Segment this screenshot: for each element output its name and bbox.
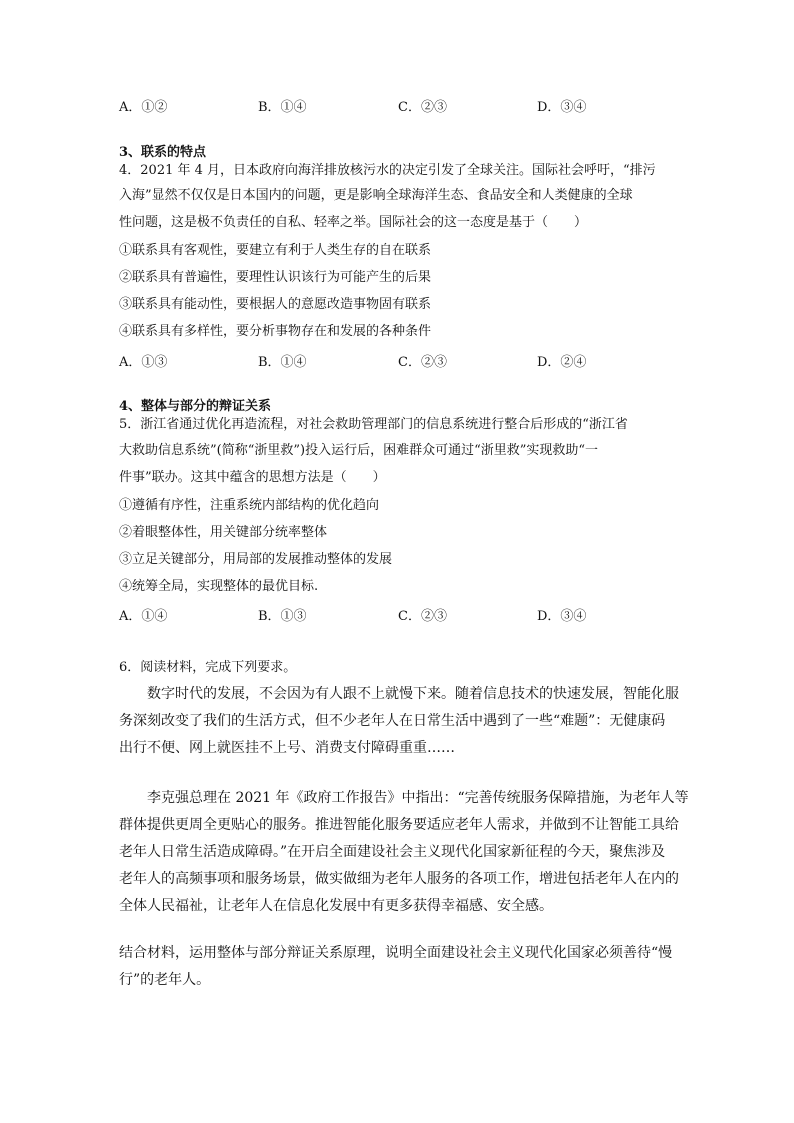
q6-material-line: 数字时代的发展，不会因为有人跟不上就慢下来。随着信息技术的快速发展，智能化服 [119,686,679,702]
q2-option-c[interactable]: C．②③ [398,100,447,115]
q5-stem-line: 大救助信息系统”(简称“浙里救”)投入运行后，困难群众可通过“浙里救”实现救助“一 [119,443,599,458]
q6-question-line: 行”的老年人。 [119,972,211,988]
q4-option-c[interactable]: C．②③ [398,355,447,370]
q5-statement: ③立足关键部分，用局部的发展推动整体的发展 [119,552,393,567]
q4-option-d[interactable]: D．②④ [537,355,587,370]
q2-option-d[interactable]: D．③④ [537,100,587,115]
q4-stem-line: 入海”显然不仅仅是日本国内的问题，更是影响全球海洋生态、食品安全和人类健康的全球 [119,188,633,203]
section3-heading: 3、联系的特点 [119,145,207,160]
q5-option-b[interactable]: B．①③ [258,609,307,624]
q5-statement: ①遵循有序性，注重系统内部结构的优化趋向 [119,498,380,513]
q6-material-line: 老年人日常生活造成障碍。”在开启全面建设社会主义现代化国家新征程的今天，聚焦涉及 [119,844,666,860]
q4-option-a[interactable]: A．①③ [119,355,168,370]
q2-options [119,96,684,114]
q6-material-line: 老年人的高频事项和服务场景，做实做细为老年人服务的各项工作，增进包括老年人在内的 [119,871,679,887]
q2-option-a[interactable]: A．①② [119,100,168,115]
q4-statement: ①联系具有客观性，要建立有利于人类生存的自在联系 [119,243,432,258]
q4-statement: ④联系具有多样性，要分析事物存在和发展的各种条件 [119,324,432,339]
q4-stem-line: 性问题，这是极不负责任的自私、轻率之举。国际社会的这一态度是基于（ ） [119,215,588,230]
q6-material-line: 出行不便、网上就医挂不上号、消费支付障碍重重…… [119,740,455,756]
q6-intro: 6．阅读材料，完成下列要求。 [119,660,297,675]
q4-options [119,351,684,369]
q6-material-line: 群体提供更周全更贴心的服务。推进智能化服务要适应老年人需求，并做到不让智能工具给 [119,817,679,833]
q5-option-c[interactable]: C．②③ [398,609,447,624]
q6-material-line: 全体人民福祉，让老年人在信息化发展中有更多获得幸福感、安全感。 [119,898,553,914]
q6-material-line: 务深刻改变了我们的生活方式，但不少老年人在日常生活中遇到了一些“难题”：无健康码 [119,713,666,729]
q5-statement: ②着眼整体性，用关键部分统率整体 [119,525,328,540]
q5-stem-line: 件事”联办。这其中蕴含的思想方法是（ ） [119,470,386,485]
q4-statement: ③联系具有能动性，要根据人的意愿改造事物固有联系 [119,297,432,312]
q6-question-line: 结合材料，运用整体与部分辩证关系原理，说明全面建设社会主义现代化国家必须善待“慢 [119,945,673,961]
q5-option-d[interactable]: D．③④ [537,609,587,624]
q5-stem-line: 5．浙江省通过优化再造流程，对社会救助管理部门的信息系统进行整合后形成的“浙江省 [119,417,628,432]
q4-option-b[interactable]: B．①④ [258,355,307,370]
q4-stem-line: 4．2021 年 4 月，日本政府向海洋排放核污水的决定引发了全球关注。国际社会呼吁，“排污 [119,163,656,178]
q6-material-line: 李克强总理在 2021 年《政府工作报告》中指出：“完善传统服务保障措施，为老年人等 [119,790,689,806]
q4-statement: ②联系具有普遍性，要理性认识该行为可能产生的后果 [119,270,432,285]
q5-statement: ④统筹全局，实现整体的最优目标. [119,579,319,594]
q5-option-a[interactable]: A．①④ [119,609,168,624]
q2-option-b[interactable]: B．①④ [258,100,307,115]
section4-heading: 4、整体与部分的辩证关系 [119,399,272,414]
q5-options [119,605,684,623]
